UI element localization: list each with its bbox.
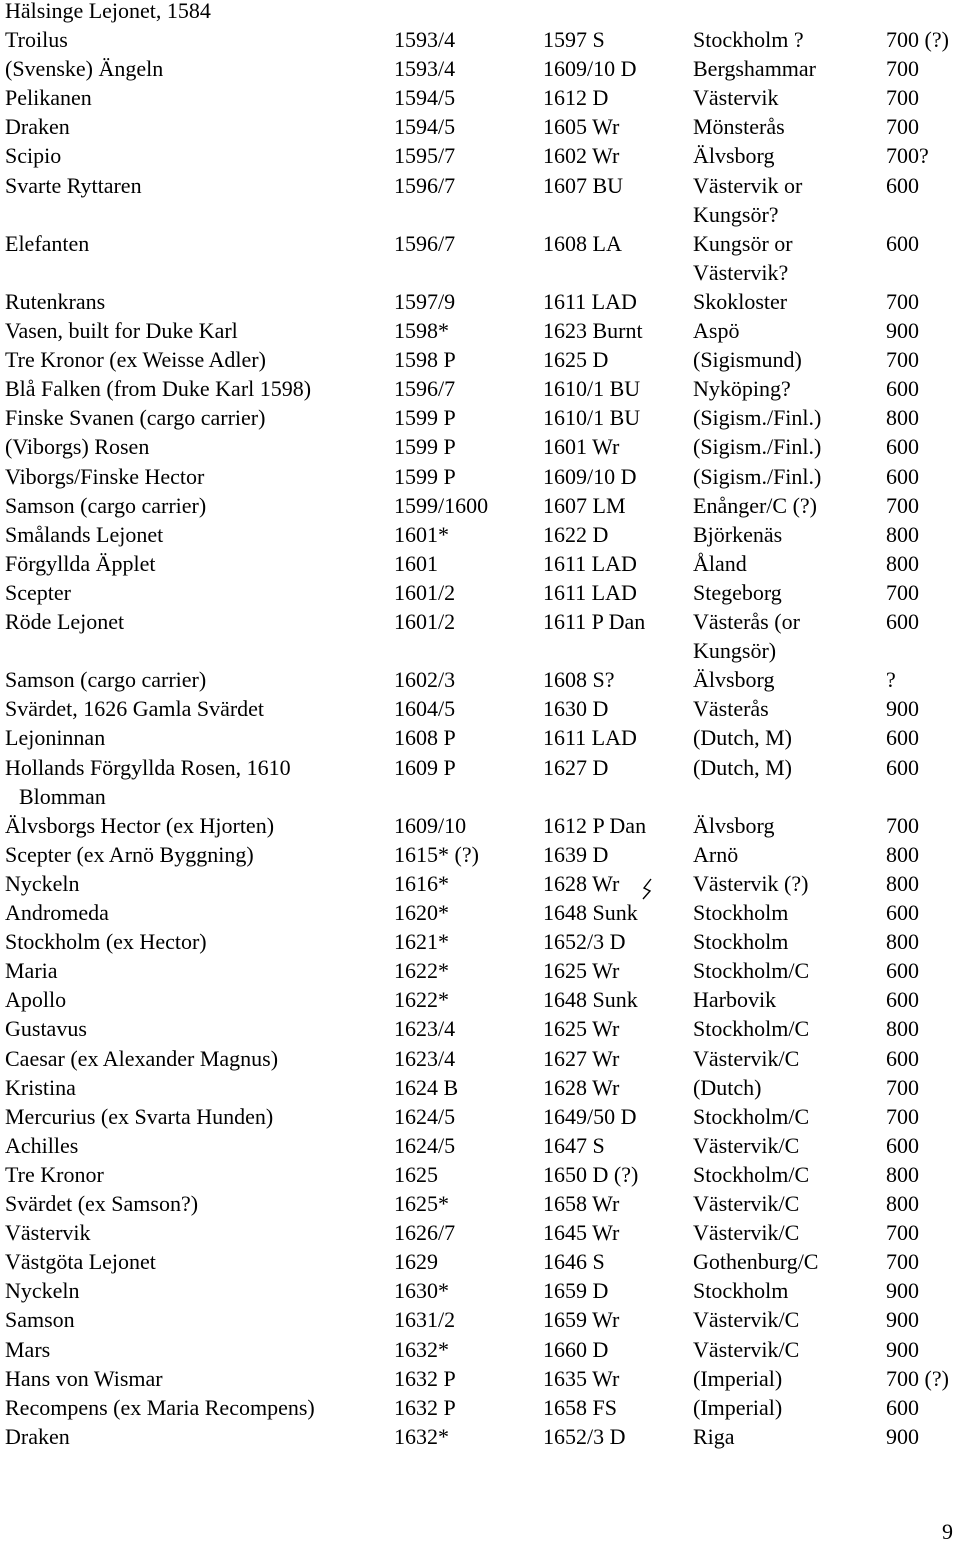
size-lasts: 900 <box>886 318 919 343</box>
ship-name: Recompens (ex Maria Recompens) <box>5 1394 315 1420</box>
size-lasts: 700? <box>886 143 929 169</box>
ship-name: Samson <box>5 1307 75 1333</box>
built-year: 1604/5 <box>394 696 456 722</box>
ship-name: (Viborgs) Rosen <box>5 434 150 460</box>
fate: 1630 D <box>543 696 609 722</box>
built-year: 1631/2 <box>394 1307 456 1333</box>
fate: 1611 LAD <box>543 288 637 314</box>
table-row <box>0 345 960 374</box>
built-year: 1601/2 <box>394 609 456 634</box>
port: Gothenburg/C <box>693 1249 819 1275</box>
size-lasts: 600 <box>886 609 919 634</box>
size-lasts: 600 <box>886 1394 919 1420</box>
table-row <box>0 840 960 869</box>
built-year: 1602/3 <box>394 667 456 693</box>
port: Stegeborg <box>693 579 782 605</box>
ship-name: Västervik <box>5 1220 91 1246</box>
table-row <box>0 171 960 200</box>
port: Västervik <box>693 85 779 111</box>
table-row <box>0 25 960 54</box>
table-row <box>0 1131 960 1160</box>
built-year: 1625 <box>394 1161 438 1187</box>
fate: 1628 Wr <box>543 870 620 896</box>
table-row <box>0 462 960 491</box>
table-row <box>0 1014 960 1043</box>
table-row <box>0 898 960 927</box>
ship-name: Scipio <box>5 143 62 169</box>
ship-name: Viborgs/Finske Hector <box>5 463 205 489</box>
built-year: 1624/5 <box>394 1103 456 1129</box>
ship-name: Lejoninnan <box>5 725 106 751</box>
ship-name: Tre Kronor (ex Weisse Adler) <box>5 347 266 373</box>
port: Stockholm <box>693 929 789 955</box>
built-year: 1632 P <box>394 1394 456 1420</box>
size-lasts: 600 <box>886 1132 919 1158</box>
fate: 1660 D <box>543 1336 609 1362</box>
fate: 1648 Sunk <box>543 987 638 1013</box>
ship-name: Samson (cargo carrier) <box>5 492 207 518</box>
table-row <box>0 985 960 1014</box>
ship-name: Vasen, built for Duke Karl <box>5 318 238 343</box>
table-row <box>0 753 960 782</box>
ship-name: Draken <box>5 1423 70 1449</box>
size-lasts: 800 <box>886 521 919 547</box>
size-lasts: 700 <box>886 85 919 111</box>
fate: 1650 D (?) <box>543 1161 639 1187</box>
size-lasts: 900 <box>886 1307 919 1333</box>
fate: 1645 Wr <box>543 1220 620 1246</box>
fate: 1608 S? <box>543 667 615 693</box>
ship-name: Samson (cargo carrier) <box>5 667 207 693</box>
port: Stockholm/C <box>693 1016 810 1042</box>
table-row <box>0 1073 960 1102</box>
port: Västerås (or <box>693 609 800 634</box>
size-lasts: 700 <box>886 492 919 518</box>
fate: 1659 D <box>543 1278 609 1304</box>
size-lasts: 800 <box>886 841 919 867</box>
ship-name: Finske Svanen (cargo carrier) <box>5 405 266 431</box>
ship-name: Pelikanen <box>5 85 92 111</box>
fate: 1607 LM <box>543 492 626 518</box>
built-year: 1609 P <box>394 754 456 780</box>
ship-name: Mercurius (ex Svarta Hunden) <box>5 1103 274 1129</box>
size-lasts: 800 <box>886 550 919 576</box>
ship-name: Kristina <box>5 1074 76 1100</box>
fate: 1602 Wr <box>543 143 620 169</box>
port: Stockholm <box>693 1278 789 1304</box>
port: Björkenäs <box>693 521 783 547</box>
fate: 1607 BU <box>543 172 624 198</box>
built-year: 1625* <box>394 1191 449 1216</box>
fate: 1612 D <box>543 85 609 111</box>
table-row <box>0 694 960 723</box>
fate: 1652/3 D <box>543 929 626 955</box>
built-year: 1599/1600 <box>394 492 489 518</box>
table-row <box>0 1393 960 1422</box>
built-year: 1599 P <box>394 405 456 431</box>
table-row <box>0 1422 960 1451</box>
table-row <box>0 1160 960 1189</box>
table-row <box>0 141 960 170</box>
table-row <box>0 403 960 432</box>
ship-name: Scepter (ex Arnö Byggning) <box>5 841 254 867</box>
table-row <box>0 1189 960 1218</box>
built-year: 1594/5 <box>394 85 456 111</box>
size-lasts: 800 <box>886 1191 919 1216</box>
size-lasts: 700 <box>886 812 919 838</box>
table-row <box>0 374 960 403</box>
table-row <box>0 1364 960 1393</box>
built-year: 1598 P <box>394 347 456 373</box>
built-year: 1632* <box>394 1336 449 1362</box>
fate: 1608 LA <box>543 230 622 256</box>
built-year: 1623/4 <box>394 1016 456 1042</box>
fate: 1649/50 D <box>543 1103 637 1129</box>
built-year: 1623/4 <box>394 1045 456 1071</box>
built-year: 1626/7 <box>394 1220 456 1246</box>
ship-name: Rutenkrans <box>5 288 106 314</box>
port: Riga <box>693 1423 735 1449</box>
fate: 1610/1 BU <box>543 405 641 431</box>
fate: 1609/10 D <box>543 56 637 82</box>
size-lasts: 700 <box>886 1249 919 1275</box>
table-row <box>0 1276 960 1305</box>
port: (Dutch, M) <box>693 725 792 751</box>
table-row <box>0 287 960 316</box>
size-lasts: 600 <box>886 958 919 984</box>
built-year: 1598* <box>394 318 449 343</box>
table-row <box>0 723 960 752</box>
port: Enånger/C (?) <box>693 492 817 518</box>
port: Älvsborg <box>693 143 775 169</box>
built-year: 1632* <box>394 1423 449 1449</box>
table-row <box>0 1305 960 1334</box>
size-lasts: 700 <box>886 288 919 314</box>
size-lasts: 600 <box>886 463 919 489</box>
size-lasts: 900 <box>886 696 919 722</box>
fate: 1628 Wr <box>543 1074 620 1100</box>
ship-name: Maria <box>5 958 58 984</box>
table-row <box>0 927 960 956</box>
port: Västervik or <box>693 172 803 198</box>
ship-name: Nyckeln <box>5 1278 80 1304</box>
size-lasts: 700 <box>886 114 919 140</box>
table-row <box>0 491 960 520</box>
fate: 1627 D <box>543 754 609 780</box>
ship-name: Nyckeln <box>5 870 80 896</box>
ship-name: Svärdet (ex Samson?) <box>5 1191 199 1216</box>
fate: 1652/3 D <box>543 1423 626 1449</box>
table-row <box>0 1247 960 1276</box>
ship-name: Draken <box>5 114 70 140</box>
built-year: 1601* <box>394 521 449 547</box>
ship-name: Mars <box>5 1336 51 1362</box>
table-row <box>0 665 960 694</box>
port: Stockholm/C <box>693 1103 810 1129</box>
port: Aspö <box>693 318 740 343</box>
port: Nyköping? <box>693 376 791 402</box>
size-lasts: 700 <box>886 579 919 605</box>
table-row <box>0 54 960 83</box>
built-year: 1630* <box>394 1278 449 1304</box>
port: Älvsborg <box>693 667 775 693</box>
port: Arnö <box>693 841 739 867</box>
size-lasts: 600 <box>886 172 919 198</box>
fate: 1646 S <box>543 1249 605 1275</box>
port: Västerås <box>693 696 769 722</box>
port: (Dutch, M) <box>693 754 792 780</box>
table-row <box>0 578 960 607</box>
table-row <box>0 1102 960 1131</box>
ship-name: Elefanten <box>5 230 90 256</box>
ship-name: Stockholm (ex Hector) <box>5 929 207 955</box>
ship-name: Älvsborgs Hector (ex Hjorten) <box>5 812 275 838</box>
wr-annotation-mark <box>640 878 654 900</box>
built-year: 1615* (?) <box>394 841 479 867</box>
port: (Imperial) <box>693 1365 783 1391</box>
ship-name: Röde Lejonet <box>5 609 125 634</box>
port: Västervik (?) <box>693 870 809 896</box>
size-lasts: 700 <box>886 1074 919 1100</box>
fate: 1625 Wr <box>543 1016 620 1042</box>
built-year: 1624 B <box>394 1074 459 1100</box>
ship-name: Blå Falken (from Duke Karl 1598) <box>5 376 312 402</box>
size-lasts: 700 <box>886 1103 919 1129</box>
port: Mönsterås <box>693 114 785 140</box>
fate: 1610/1 BU <box>543 376 641 402</box>
table-row <box>0 956 960 985</box>
ship-name: Svärdet, 1626 Gamla Svärdet <box>5 696 265 722</box>
fate: 1611 LAD <box>543 725 637 751</box>
size-lasts: 600 <box>886 1045 919 1071</box>
table-row <box>0 549 960 578</box>
table-row <box>0 83 960 112</box>
fate: 1639 D <box>543 841 609 867</box>
ship-name: Hollands Förgyllda Rosen, 1610 <box>5 754 291 780</box>
port: (Sigismund) <box>693 347 802 373</box>
fate: 1635 Wr <box>543 1365 620 1391</box>
port: (Dutch) <box>693 1074 762 1100</box>
size-lasts: 600 <box>886 434 919 460</box>
ship-name: Västgöta Lejonet <box>5 1249 156 1275</box>
built-year: 1616* <box>394 870 449 896</box>
size-lasts: 900 <box>886 1423 919 1449</box>
ship-name: (Svenske) Ängeln <box>5 56 164 82</box>
size-lasts: 800 <box>886 929 919 955</box>
port: Skokloster <box>693 288 788 314</box>
fate: 1601 Wr <box>543 434 620 460</box>
built-year: 1620* <box>394 900 449 925</box>
fate: 1609/10 D <box>543 463 637 489</box>
built-year: 1624/5 <box>394 1132 456 1158</box>
table-row <box>0 316 960 345</box>
port: Stockholm <box>693 900 789 925</box>
built-year: 1596/7 <box>394 376 456 402</box>
fate: 1648 Sunk <box>543 900 638 925</box>
table-row <box>0 229 960 258</box>
port: Stockholm/C <box>693 958 810 984</box>
port: Västervik/C <box>693 1220 800 1246</box>
ship-name: Achilles <box>5 1132 79 1158</box>
port: Åland <box>693 550 747 576</box>
size-lasts: 700 <box>886 347 919 373</box>
table-row <box>0 432 960 461</box>
table-row <box>0 1335 960 1364</box>
port: Västervik/C <box>693 1191 800 1216</box>
port: Stockholm/C <box>693 1161 810 1187</box>
built-year: 1596/7 <box>394 172 456 198</box>
port-continuation: Kungsör) <box>693 638 777 664</box>
ship-name: Svarte Ryttaren <box>5 172 142 198</box>
port: Västervik/C <box>693 1307 800 1333</box>
size-lasts: 800 <box>886 870 919 896</box>
size-lasts: 800 <box>886 1161 919 1187</box>
size-lasts: 600 <box>886 230 919 256</box>
fate: 1611 P Dan <box>543 609 646 634</box>
table-row <box>0 811 960 840</box>
size-lasts: 600 <box>886 376 919 402</box>
ship-name: Troilus <box>5 27 68 52</box>
port: (Sigism./Finl.) <box>693 434 822 460</box>
fate: 1658 FS <box>543 1394 617 1420</box>
table-row <box>0 869 960 898</box>
ship-name: Smålands Lejonet <box>5 521 164 547</box>
built-year: 1599 P <box>394 434 456 460</box>
fate: 1622 D <box>543 521 609 547</box>
built-year: 1596/7 <box>394 230 456 256</box>
size-lasts: 600 <box>886 987 919 1013</box>
built-year: 1622* <box>394 987 449 1013</box>
table-row <box>0 520 960 549</box>
built-year: 1601 <box>394 550 438 576</box>
fate: 1647 S <box>543 1132 605 1158</box>
table-row <box>0 1044 960 1073</box>
port: (Sigism./Finl.) <box>693 405 822 431</box>
ship-name: Scepter <box>5 579 71 605</box>
port: Harbovik <box>693 987 777 1013</box>
fate: 1597 S <box>543 27 605 52</box>
ship-name-continuation: Blomman <box>19 783 106 809</box>
port: Älvsborg <box>693 812 775 838</box>
page-number: 9 <box>942 1519 953 1544</box>
table-row <box>0 1218 960 1247</box>
fate: 1625 Wr <box>543 958 620 984</box>
size-lasts: 700 <box>886 1220 919 1246</box>
port: Västervik/C <box>693 1336 800 1362</box>
fate: 1627 Wr <box>543 1045 620 1071</box>
fate: 1605 Wr <box>543 114 620 140</box>
size-lasts: 600 <box>886 725 919 751</box>
size-lasts: 900 <box>886 1278 919 1304</box>
port: Västervik/C <box>693 1045 800 1071</box>
built-year: 1597/9 <box>394 288 456 314</box>
ship-name: Tre Kronor <box>5 1161 104 1187</box>
size-lasts: 700 <box>886 56 919 82</box>
ship-name: Gustavus <box>5 1016 87 1042</box>
built-year: 1599 P <box>394 463 456 489</box>
port: Västervik/C <box>693 1132 800 1158</box>
port: Bergshammar <box>693 56 817 82</box>
ship-name: Apollo <box>5 987 67 1013</box>
fate: 1611 LAD <box>543 579 637 605</box>
port: (Sigism./Finl.) <box>693 463 822 489</box>
built-year: 1595/7 <box>394 143 456 169</box>
ship-name: Andromeda <box>5 900 109 925</box>
size-lasts: 600 <box>886 900 919 925</box>
table-row <box>0 607 960 636</box>
port-continuation: Västervik? <box>693 259 789 285</box>
built-year: 1621* <box>394 929 449 955</box>
built-year: 1594/5 <box>394 114 456 140</box>
size-lasts: ? <box>886 667 896 693</box>
fate: 1611 LAD <box>543 550 637 576</box>
fate: 1612 P Dan <box>543 812 647 838</box>
ship-name: Hans von Wismar <box>5 1365 163 1391</box>
table-row <box>0 112 960 141</box>
port: Kungsör or <box>693 230 793 256</box>
fate: 1623 Burnt <box>543 318 643 343</box>
header-line: Hälsinge Lejonet, 1584 <box>5 0 211 23</box>
size-lasts: 600 <box>886 754 919 780</box>
size-lasts: 700 (?) <box>886 1365 949 1391</box>
built-year: 1632 P <box>394 1365 456 1391</box>
built-year: 1609/10 <box>394 812 467 838</box>
size-lasts: 800 <box>886 1016 919 1042</box>
port-continuation: Kungsör? <box>693 201 779 227</box>
fate: 1659 Wr <box>543 1307 620 1333</box>
port: Stockholm ? <box>693 27 804 52</box>
built-year: 1622* <box>394 958 449 984</box>
size-lasts: 800 <box>886 405 919 431</box>
fate: 1658 Wr <box>543 1191 620 1216</box>
built-year: 1593/4 <box>394 56 456 82</box>
built-year: 1608 P <box>394 725 456 751</box>
built-year: 1629 <box>394 1249 438 1275</box>
size-lasts: 700 (?) <box>886 27 949 52</box>
ship-name: Förgyllda Äpplet <box>5 550 156 576</box>
built-year: 1601/2 <box>394 579 456 605</box>
ship-name: Caesar (ex Alexander Magnus) <box>5 1045 279 1071</box>
port: (Imperial) <box>693 1394 783 1420</box>
fate: 1625 D <box>543 347 609 373</box>
built-year: 1593/4 <box>394 27 456 52</box>
size-lasts: 900 <box>886 1336 919 1362</box>
